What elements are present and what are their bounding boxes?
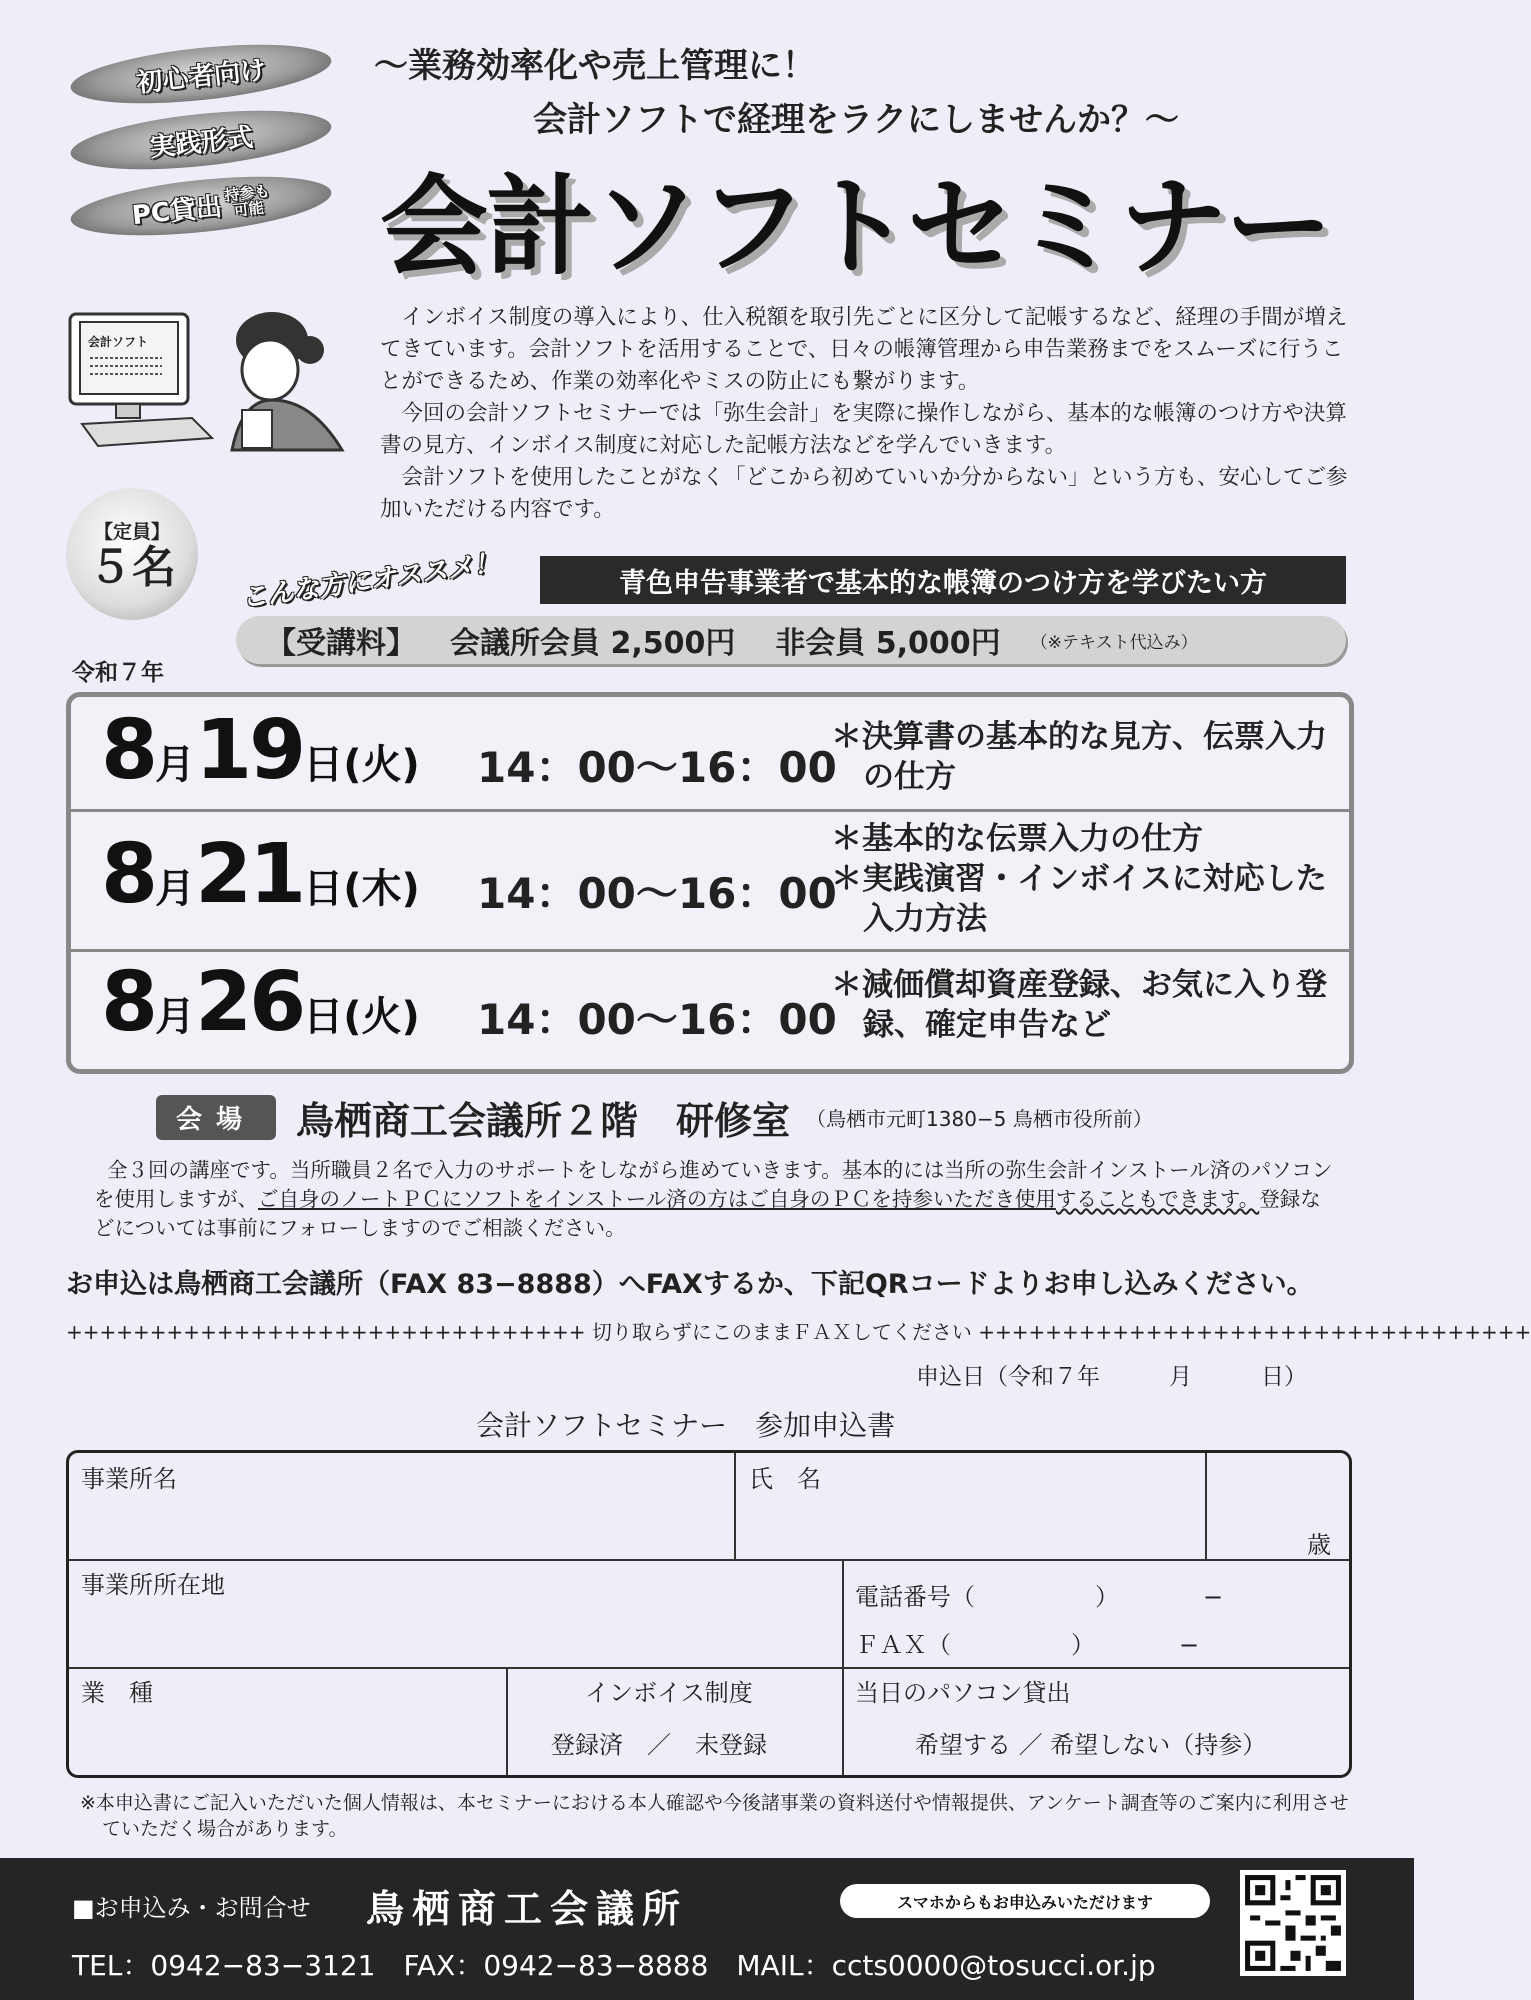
badge-pc-rental: PC貸出 持参も 可能: [68, 166, 334, 245]
footer-org: 鳥栖商工会議所: [366, 1887, 689, 1931]
pc-rental-options[interactable]: 希望する ／ 希望しない（持参）: [915, 1731, 1267, 1759]
field-age[interactable]: 歳: [1307, 1531, 1331, 1559]
field-fax[interactable]: ＦＡＸ（ ） −: [855, 1631, 1200, 1659]
session-topics: ＊基本的な伝票入力の仕方 ＊実践演習・インボイスに対応した入力方法: [831, 821, 1327, 937]
invoice-options[interactable]: 登録済 ／ 未登録: [551, 1731, 767, 1759]
intro-paragraph: 会計ソフトを使用したことがなく「どこから初めていいか分からない」という方も、安心してご参加いただける内容です。: [380, 465, 1348, 522]
subtitle-line2: 会計ソフトで経理をラクにしませんか？～: [533, 100, 1179, 140]
session-row: [71, 949, 1349, 1069]
session-date: 8月26日(火): [101, 955, 420, 1050]
application-form: [66, 1450, 1352, 1778]
cut-line: +++++++++++++++++++++++++++++++ 切り取らずにこのままＦＡＸしてください +++++++++++++++++++++++++++++++++: [66, 1320, 1531, 1344]
subtitle-line1: ～業務効率化や売上管理に！: [374, 46, 816, 86]
field-business-name[interactable]: 事業所名: [81, 1465, 177, 1493]
monitor-label: 会計ソフト: [88, 335, 149, 349]
privacy-notice: ※本申込書にご記入いただいた個人情報は、本セミナーにおける本人確認や今後諸事業の資料送付や情報提供、アンケート調査等のご案内に利用させていただく場合があります。: [80, 1792, 1349, 1840]
course-notes: 全３回の講座です。当所職員２名で入力のサポートをしながら進めていきます。基本的には当所の弥生会計インストール済のパソコンを使用しますが、ご自身のノートＰＣにソフトをインストール済の方はご自身のＰＣを持参いただき使用することもできます。登録などについては事前にフォローしますのでご相談ください。: [94, 1158, 1333, 1240]
session-row: [71, 809, 1349, 952]
fee-bar: [236, 616, 1346, 664]
computer-woman-illustration: [62, 300, 362, 490]
pc-rental-label: 当日のパソコン貸出: [855, 1679, 1071, 1707]
session-topics: ＊決算書の基本的な見方、伝票入力の仕方: [831, 719, 1327, 795]
badge-practical: 実践形式: [68, 100, 334, 179]
session-row: [71, 697, 1349, 812]
era-year: 令和７年: [72, 660, 164, 686]
field-phone[interactable]: 電話番号（ ） −: [855, 1583, 1224, 1611]
footer: [0, 1858, 1414, 2000]
intro-text: [380, 302, 1348, 526]
field-industry[interactable]: 業 種: [81, 1679, 153, 1707]
recommend-label: こんな方にオススメ！: [239, 548, 501, 614]
badge-pc-note: 持参も 可能: [223, 181, 271, 220]
capacity-badge: [66, 488, 198, 620]
fee-member: 会議所会員 2,500円: [450, 626, 736, 661]
invoice-label: インボイス制度: [585, 1679, 753, 1707]
session-topics: ＊減価償却資産登録、お気に入り登録、確定申告など: [831, 967, 1327, 1043]
venue-name: 鳥栖商工会議所２階 研修室: [296, 1099, 791, 1143]
field-address[interactable]: 事業所所在地: [81, 1571, 225, 1599]
apply-instruction: お申込は鳥栖商工会議所（FAX 83−8888）へFAXするか、下記QRコードよりお申し込みください。: [66, 1269, 1314, 1300]
form-title: 会計ソフトセミナー 参加申込書: [476, 1409, 896, 1442]
session-date: 8月21日(木): [101, 827, 420, 922]
intro-paragraph: インボイス制度の導入により、仕入税額を取引先ごとに区分して記帳するなど、経理の手間が増えてきています。会計ソフトを活用することで、日々の帳簿管理から申告業務までをスムーズに行うことができるため、作業の効率化やミスの防止にも繋がります。: [380, 305, 1348, 394]
session-date: 8月19日(火): [101, 703, 420, 798]
fee-label: 【受講料】: [266, 626, 416, 661]
badge-beginner: 初心者向け: [68, 34, 334, 113]
computer-icon: [70, 314, 212, 446]
footer-contact[interactable]: TEL：0942−83−3121 FAX：0942−83−8888 MAIL：ccts0000@tosucci.or.jp: [72, 1949, 1156, 1982]
capacity-value: ５名: [88, 541, 176, 593]
venue: [156, 1090, 1153, 1145]
woman-icon: [232, 312, 342, 450]
fee-note: （※テキスト代込み）: [1030, 632, 1198, 653]
footer-label: ■お申込み・お問合せ: [72, 1894, 311, 1922]
capacity-label: 【定員】: [93, 520, 170, 543]
session-time: 14：00～16：00: [477, 869, 837, 918]
application-date: 申込日（令和７年 月 日）: [916, 1364, 1307, 1390]
fee-nonmember: 非会員 5,000円: [775, 626, 1001, 661]
session-time: 14：00～16：00: [477, 743, 837, 792]
field-name[interactable]: 氏 名: [749, 1465, 821, 1493]
qr-code-icon[interactable]: [1240, 1870, 1346, 1976]
venue-address: （鳥栖市元町1380−5 鳥栖市役所前）: [806, 1107, 1153, 1131]
schedule-box: [66, 692, 1354, 1074]
recommend-box: 青色申告事業者で基本的な帳簿のつけ方を学びたい方: [540, 556, 1346, 604]
smartphone-bubble: スマホからもお申込みいただけます: [840, 1884, 1210, 1918]
intro-paragraph: 今回の会計ソフトセミナーでは「弥生会計」を実際に操作しながら、基本的な帳簿のつけ方や決算書の見方、インボイス制度に対応した記帳方法などを学んでいきます。: [380, 401, 1347, 458]
page-title: 会計ソフトセミナー: [380, 165, 1331, 290]
session-time: 14：00～16：00: [477, 995, 837, 1044]
venue-badge: 会場: [156, 1095, 276, 1140]
